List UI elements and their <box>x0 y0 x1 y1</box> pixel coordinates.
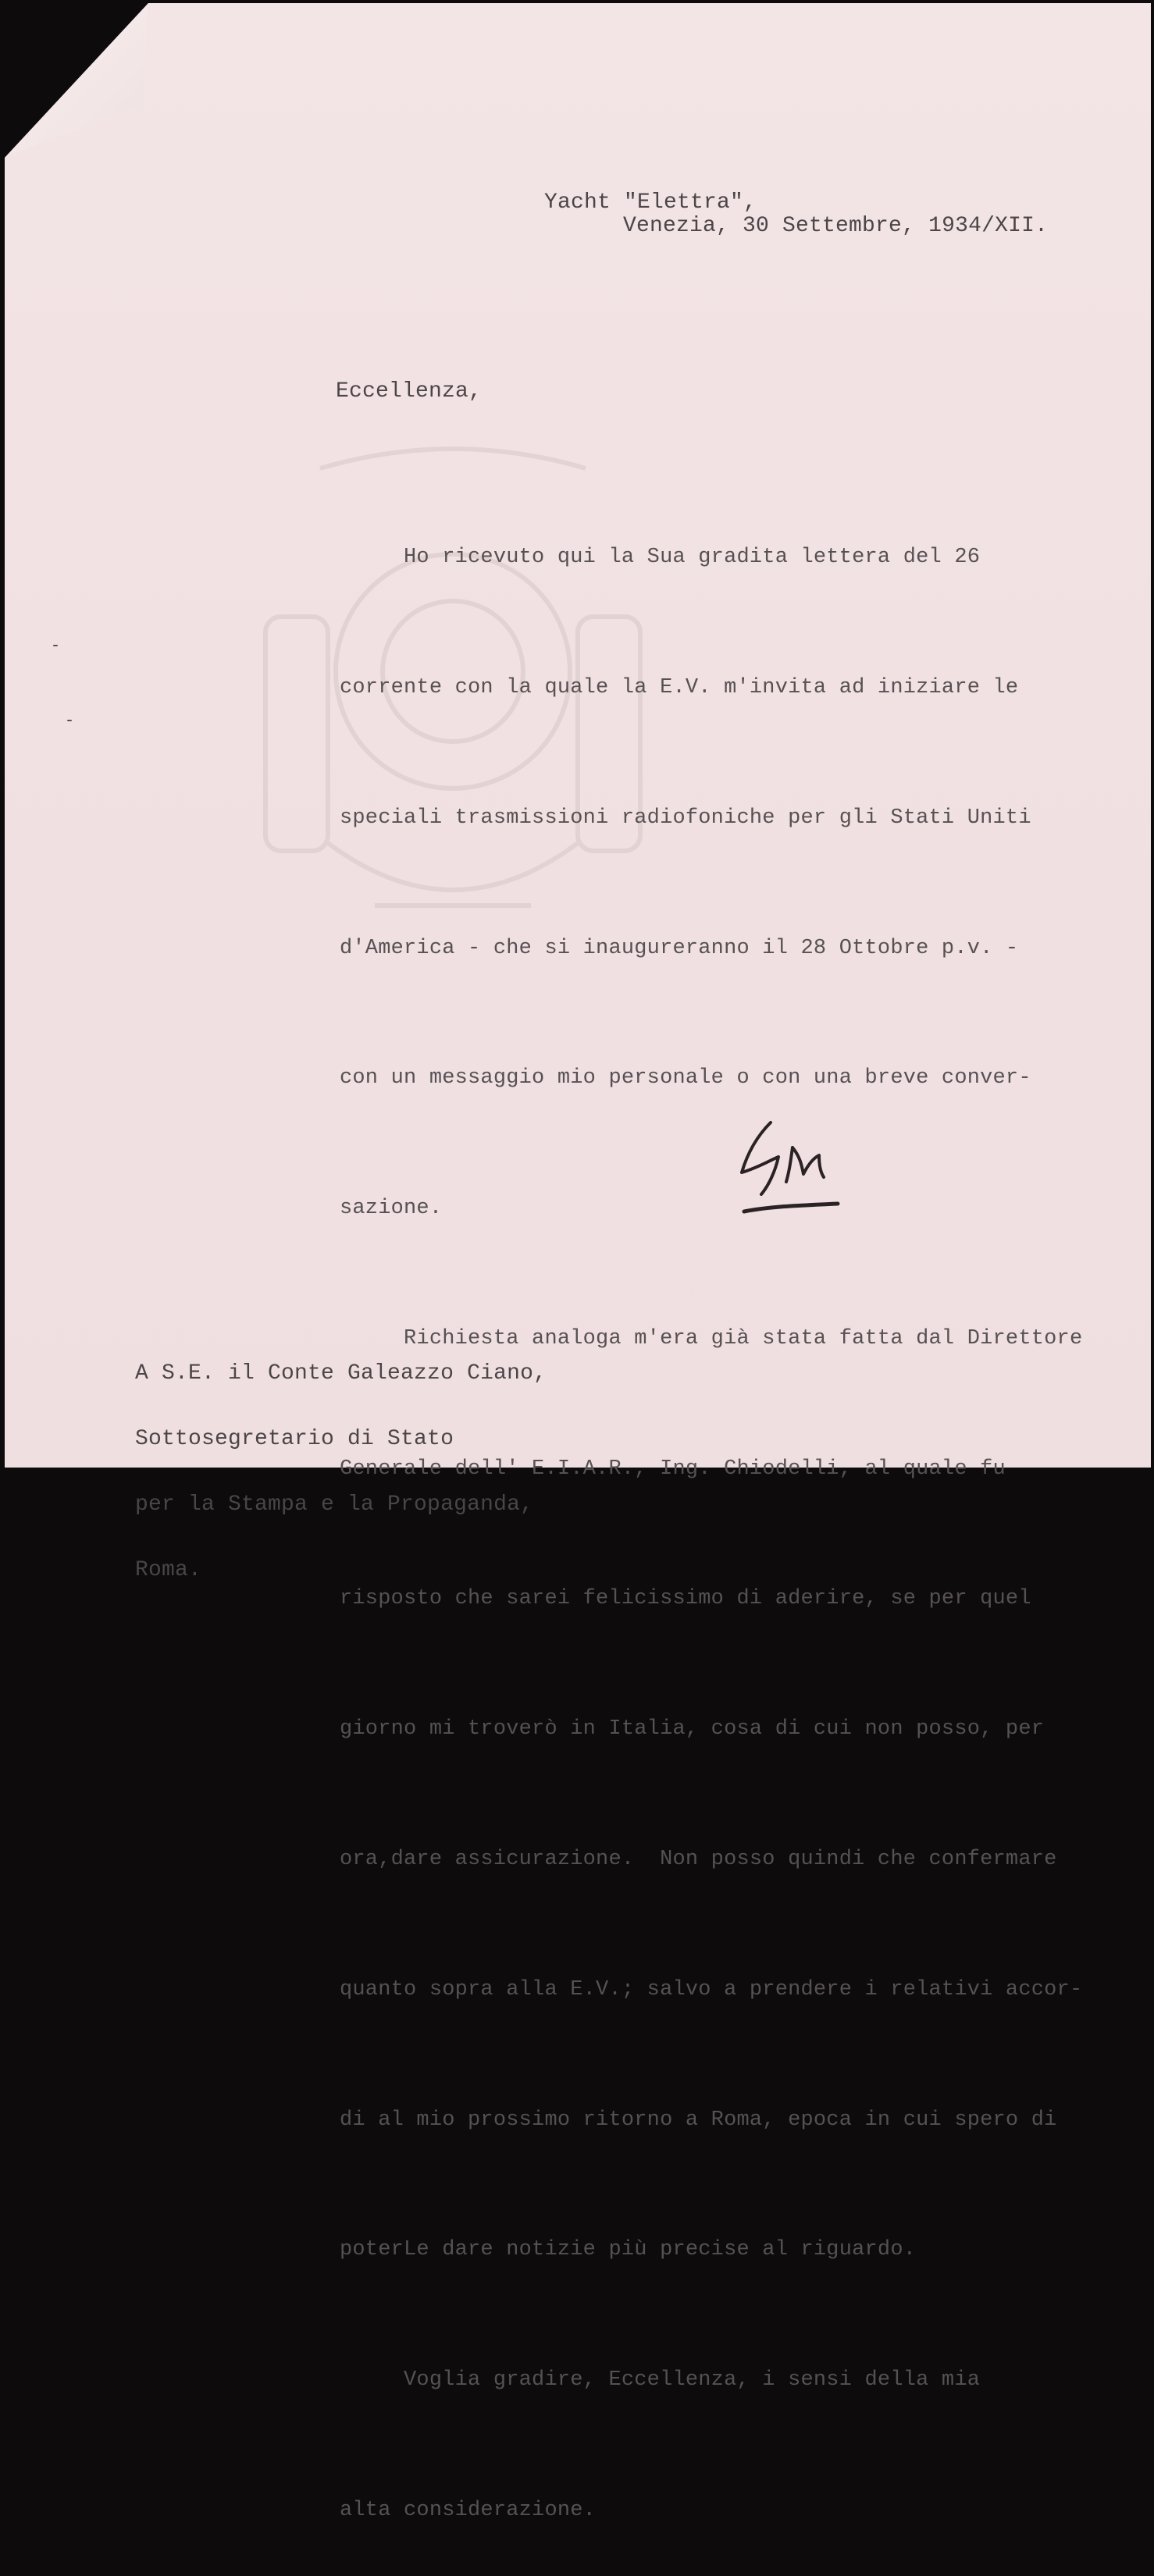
body-line: Ho ricevuto qui la Sua gradita lettera del 26 <box>340 546 981 570</box>
body-line: speciali trasmissioni radiofoniche per gli Stati Uniti <box>340 806 1031 830</box>
body-line: Voglia gradire, Eccellenza, i sensi della mia <box>340 2368 981 2393</box>
body-line: Richiesta analoga m'era già stata fatta dal Direttore <box>340 1326 1083 1350</box>
addressee-line: per la Stampa e la Propaganda, <box>135 1493 534 1517</box>
body-line: risposto che sarei felicissimo di aderire, se per quel <box>340 1587 1031 1611</box>
paper-speck <box>67 720 72 721</box>
body-line: quanto sopra alla E.V.; salvo a prendere i relativi accor- <box>340 1977 1083 2001</box>
body-line: con un messaggio mio personale o con una breve conver- <box>340 1066 1031 1091</box>
body-line: d'America - che si inaugureranno il 28 Ottobre p.v. - <box>340 936 1019 960</box>
salutation: Eccellenza, <box>336 379 483 404</box>
body-line: Generale dell' E.I.A.R., Ing. Chiodelli, al quale fu <box>340 1457 1006 1481</box>
letter-heading <box>544 191 1048 238</box>
body-line: alta considerazione. <box>340 2498 597 2522</box>
body-line: corrente con la quale la E.V. m'invita ad iniziare le <box>340 675 1019 699</box>
body-line: di al mio prossimo ritorno a Roma, epoca in cui spero di <box>340 2108 1057 2132</box>
handwritten-signature <box>738 1116 843 1218</box>
addressee-line: Sottosegretario di Stato <box>135 1427 454 1451</box>
addressee-line: A S.E. il Conte Galeazzo Ciano, <box>135 1361 547 1386</box>
heading-location: Yacht "Elettra", <box>544 190 757 215</box>
body-line: giorno mi troverò in Italia, cosa di cui non posso, per <box>340 1717 1045 1742</box>
body-line: ora,dare assicurazione. Non posso quindi che confermare <box>340 1848 1057 1871</box>
addressee-line: Roma. <box>135 1558 202 1582</box>
paper-speck <box>53 645 58 646</box>
heading-date: Venezia, 30 Settembre, 1934/XII. <box>623 214 1049 238</box>
body-line: sazione. <box>340 1197 443 1221</box>
addressee-block <box>135 1319 547 1603</box>
body-line: poterLe dare notizie più precise al riguardo. <box>340 2238 917 2262</box>
